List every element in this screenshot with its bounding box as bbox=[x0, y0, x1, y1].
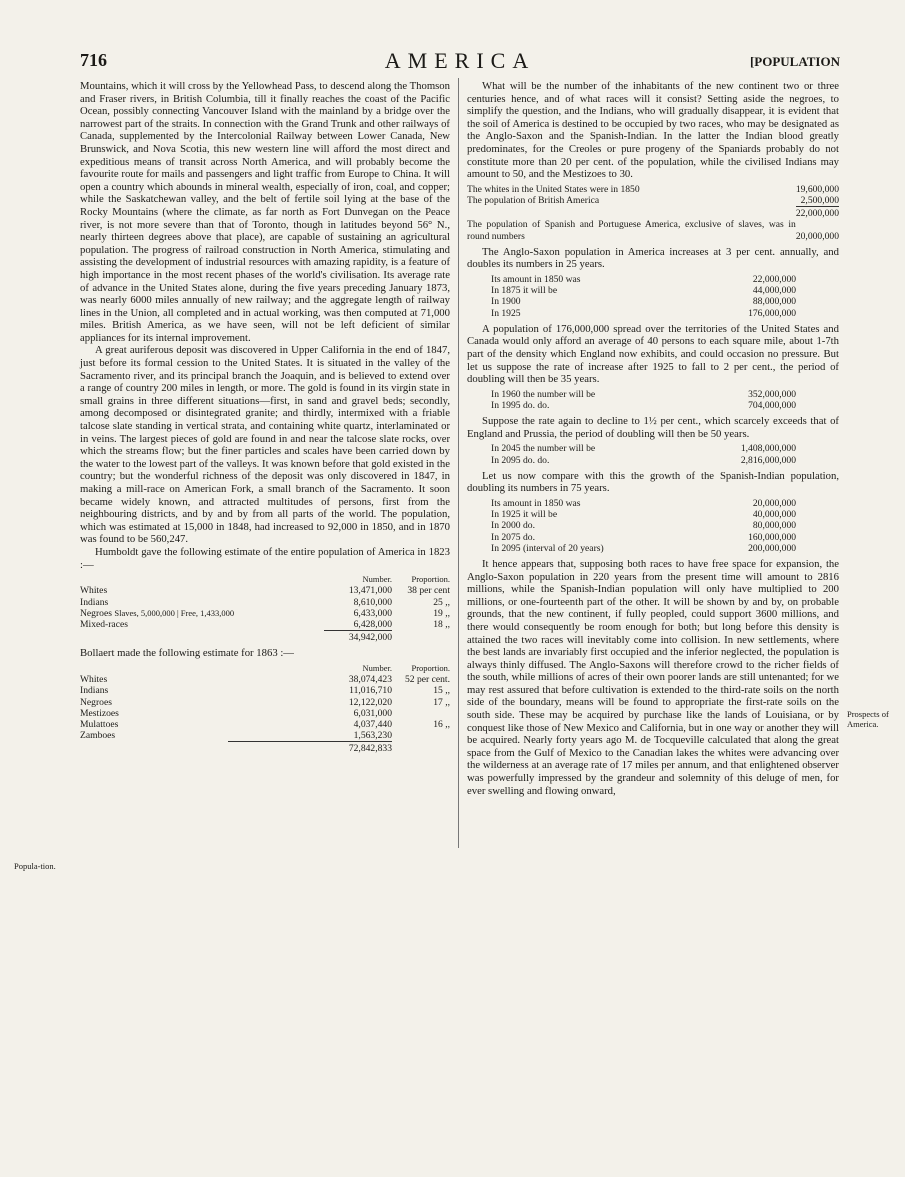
table-row bbox=[467, 195, 839, 207]
doubling-50-table bbox=[491, 443, 796, 465]
paragraph: What will be the number of the inhabitants of the new continent two or three centuries hence, and of what races will it consist? Setting aside the negroes, to simplify the question, and the Indians, who will gradually disappear, it is evident that the soil of America is destined to be occupied by two races, who may be designated as the Anglo-Saxon and the Spanish-Indian. In the latter the Indian blood greatly predominates, for the Creoles or pure progeny of the Spaniards probably do not constitute more than 20 per cent. of the population, while the civilised Indians may amount to 50, and the Mestizoes to 30. bbox=[467, 80, 839, 181]
row-label: In 1995 do. do. bbox=[491, 399, 550, 411]
table-row bbox=[491, 285, 796, 296]
table-row bbox=[491, 308, 796, 319]
row-label: Negroes bbox=[80, 607, 112, 619]
row-label: Indians bbox=[80, 596, 109, 608]
row-label: In 1925 it will be bbox=[491, 509, 558, 521]
section-title: [POPULATION bbox=[749, 54, 840, 69]
margin-note-prospects: Prospects of America. bbox=[847, 709, 889, 729]
table-total: 72,842,833 bbox=[228, 742, 392, 755]
row-value: 704,000,000 bbox=[748, 399, 797, 411]
table-total: 22,000,000 bbox=[795, 208, 839, 220]
row-value: 44,000,000 bbox=[752, 285, 797, 297]
row-label: Its amount in 1850 was bbox=[491, 273, 581, 285]
row-number: 6,031,000 bbox=[353, 707, 392, 719]
row-label: In 2045 the number will be bbox=[491, 443, 596, 455]
table-row bbox=[467, 184, 839, 195]
table-row bbox=[491, 532, 796, 543]
row-label: The population of Spanish and Portuguese America, exclusive of slaves, was in round numbers bbox=[467, 219, 796, 242]
row-proportion: 19 ,, bbox=[433, 607, 450, 619]
row-label: In 1960 the number will be bbox=[491, 388, 596, 400]
table-row bbox=[80, 697, 450, 708]
row-label: Its amount in 1850 was bbox=[491, 497, 581, 509]
table-total: 34,942,000 bbox=[324, 631, 392, 644]
whites-table bbox=[467, 184, 839, 242]
page-header bbox=[80, 50, 840, 76]
row-number: 12,122,020 bbox=[348, 696, 392, 708]
table-row bbox=[491, 498, 796, 509]
page-number: 716 bbox=[80, 50, 107, 70]
row-value: 200,000,000 bbox=[748, 542, 797, 554]
row-label: In 1900 bbox=[491, 296, 521, 308]
row-value: 352,000,000 bbox=[748, 388, 797, 400]
paragraph: It hence appears that, supposing both races to have free space for expansion, the Anglo-Saxon population in 220 years from the present time will amount to 2816 millions, while the Spanish-Indian population will only have multiplied to 200 millions, or one-fourteenth part of the other. It will be shown by and by, on probable grounds, that the new continent, if fully peopled, could support 3600 millions, and there would consequently be room enough for both; but long before this density is attained the two races will inevitably come into collision. In new settlements, where the best lands are invariably first occupied and the inferior neglected, the population is always thinly diffused. The Anglo-Saxons will therefore crowd to the richer fields of the south, while millions of acres of their own poorer lands are still untenanted; for we may rest assured that before cultivation is extended to the third-rate soils on the north side of the boundary, means will be found to appropriate the first-rate soils on the south side. These may be acquired by purchase like the lands of Louisiana, or by conquest like those of New Mexico and California, but in one way or another they will be acquired. Nearly forty years ago M. de Tocqueville calculated that along the great space from the Gulf of Mexico to the Canadian lakes the whites were advancing over the wilderness at an average rate of 17 miles per annum, and that enlightened observer was powerfully impressed by the grandeur and solemnity of this deluge of men, for ever swelling and flowing onward, bbox=[467, 557, 839, 797]
table-row bbox=[80, 708, 450, 719]
column-header: Number. bbox=[362, 662, 392, 673]
table-row bbox=[80, 730, 450, 742]
table-row bbox=[80, 585, 450, 596]
row-proportion: 25 ,, bbox=[433, 596, 450, 608]
table-row bbox=[491, 509, 796, 520]
humboldt-table bbox=[80, 574, 450, 643]
column-header: Proportion. bbox=[411, 662, 450, 673]
row-value: 2,816,000,000 bbox=[740, 454, 797, 466]
row-value: 176,000,000 bbox=[748, 307, 797, 319]
table-row bbox=[491, 296, 796, 307]
row-label: In 2095 (interval of 20 years) bbox=[491, 542, 604, 554]
table-row bbox=[80, 619, 450, 631]
row-label: Zamboes bbox=[80, 730, 116, 742]
paragraph: A population of 176,000,000 spread over the territories of the United States and Canada would only afford an average of 40 persons to each square mile, about 1-7th part of the density which England now exhibits, and could occasion no pressure. But let us suppose the rate of increase after 1925 to fall to 2 per cent., the period of doubling will then be 35 years. bbox=[467, 322, 839, 386]
column-header: Proportion. bbox=[411, 574, 450, 585]
row-number: 8,610,000 bbox=[353, 596, 392, 608]
row-number: 13,471,000 bbox=[348, 585, 392, 597]
paragraph: The Anglo-Saxon population in America increases at 3 per cent. annually, and doubles its numbers in 25 years. bbox=[467, 245, 839, 271]
row-number: 6,433,000 bbox=[353, 607, 392, 619]
row-value: 19,600,000 bbox=[795, 183, 839, 195]
table-row bbox=[491, 543, 796, 554]
row-number: 1,563,230 bbox=[353, 730, 392, 742]
table-row bbox=[491, 274, 796, 285]
row-value: 22,000,000 bbox=[752, 273, 797, 285]
anglo-saxon-table bbox=[491, 274, 796, 319]
row-label: In 1875 it will be bbox=[491, 285, 558, 297]
row-label: Whites bbox=[80, 585, 108, 597]
running-title: AMERICA bbox=[384, 48, 536, 73]
paragraph: Mountains, which it will cross by the Yellowhead Pass, to descend along the Thomson and Fraser rivers, in British Columbia, till it finally reaches the coast of the Pacific Ocean, possibly connecting Vancouver Island with the mainland by a bridge over the narrowest part of the straits. In connection with the Grand Trunk and other railways of Canada, supplemented by the Intercolonial Railway between Lower Canada, New Brunswick, and Nova Scotia, this new western line will afford the most direct and expeditious means of transit across North America, and will probably become the favourite route for mails and passengers and light traffic from Europe to China. It will open a country which abounds in mineral wealth, especially of iron, coal, and copper; while the Saskatchewan valley, and the belt of fertile soil lying at the base of the Rocky Mountains (where the climate, as far north as Fort Dunvegan on the Peace river, is not more severe than that of Toronto, though in latitudes beyond 56° N., nearly thirteen degrees above that place), are capable of sustaining an agricultural population. The progress of railroad construction in North America, stimulating and assisting the development of industrial resources with amazing rapidity, is a feature of high importance in the most recent phases of the world's civilisation. Its average rate of advance in the United States alone, during the five years preceding January 1873, was nearly 6000 miles annually of new railway; and the aggregate length of railway lines in the Union, all completed and in actual working, was then computed at 71,000 miles. British America, as we have seen, will not be left deficient of similar appliances for its internal improvement. bbox=[80, 80, 450, 344]
row-proportion: 15 ,, bbox=[433, 685, 450, 697]
row-number: 4,037,440 bbox=[353, 718, 392, 730]
spanish-indian-table bbox=[491, 498, 796, 554]
row-label: In 2095 do. do. bbox=[491, 454, 550, 466]
table-row bbox=[80, 674, 450, 685]
paragraph: Humboldt gave the following estimate of the entire population of America in 1823 :— bbox=[80, 545, 450, 571]
row-label: Mixed-races bbox=[80, 618, 128, 630]
row-proportion bbox=[392, 730, 450, 742]
row-number: 38,074,423 bbox=[348, 674, 392, 686]
doubling-35-table bbox=[491, 389, 796, 411]
row-label: The population of British America bbox=[467, 194, 600, 206]
bollaert-table bbox=[80, 663, 450, 755]
column-divider bbox=[458, 78, 459, 848]
row-label: In 2075 do. bbox=[491, 531, 535, 543]
table-row bbox=[491, 400, 796, 411]
table-row bbox=[80, 719, 450, 730]
row-proportion bbox=[392, 708, 450, 719]
table-row bbox=[467, 219, 839, 241]
table-row bbox=[80, 608, 450, 619]
paragraph: Let us now compare with this the growth of the Spanish-Indian population, doubling its numbers in 75 years. bbox=[467, 469, 839, 495]
row-number: 6,428,000 bbox=[353, 618, 392, 630]
row-proportion: 17 ,, bbox=[433, 696, 450, 708]
row-label: In 1925 bbox=[491, 307, 521, 319]
row-proportion: 18 ,, bbox=[433, 618, 450, 630]
row-value: 20,000,000 bbox=[752, 497, 797, 509]
row-value: 40,000,000 bbox=[752, 509, 797, 521]
row-proportion: 16 ,, bbox=[433, 718, 450, 730]
row-value: 20,000,000 bbox=[795, 230, 839, 242]
paragraph: Suppose the rate again to decline to 1½ per cent., which scarcely exceeds that of England and Prussia, the period of doubling will then be 50 years. bbox=[467, 415, 839, 440]
margin-note-population: Popula-tion. bbox=[14, 861, 56, 871]
table-row bbox=[491, 443, 796, 454]
table-row bbox=[491, 389, 796, 400]
column-header: Number. bbox=[362, 574, 392, 585]
right-column bbox=[467, 80, 839, 797]
row-proportion: 38 per cent bbox=[407, 585, 450, 597]
paragraph: Bollaert made the following estimate for 1863 :— bbox=[80, 647, 294, 660]
left-column bbox=[80, 80, 450, 759]
row-value: 88,000,000 bbox=[752, 296, 797, 308]
table-row bbox=[491, 455, 796, 466]
row-proportion: 52 per cent. bbox=[404, 674, 450, 686]
row-number: 11,016,710 bbox=[349, 685, 392, 697]
row-value: 80,000,000 bbox=[752, 520, 797, 532]
row-label: Mestizoes bbox=[80, 707, 119, 719]
row-label: The whites in the United States were in 1850 bbox=[467, 183, 640, 195]
row-sublabel: Slaves, 5,000,000 | Free, 1,433,000 bbox=[114, 607, 235, 618]
row-value: 1,408,000,000 bbox=[740, 443, 797, 455]
row-value: 160,000,000 bbox=[748, 531, 797, 543]
row-label: Negroes bbox=[80, 696, 112, 708]
table-row bbox=[80, 597, 450, 608]
row-value: 2,500,000 bbox=[800, 194, 839, 206]
table-row bbox=[80, 685, 450, 696]
row-label: Mulattoes bbox=[80, 718, 119, 730]
paragraph: A great auriferous deposit was discovered in Upper California in the end of 1847, just before its formal cession to the United States. It is situated in the valley of the Sacramento river, and its principal branch the Joaquin, and is believed to extend over a range of country 200 miles in length, or more. The gold is found in its virgin state in small grains in three different situations—first, in sand and gravel beds; secondly, among decomposed or disintegrated granite; and thirdly, intermixed with a friable talcose slate standing in vertical strata, and containing white quartz, interlaminated or in veins. The largest pieces of gold are found in and near the talcose slate rocks, over which the streams flow; but the finer particles and scales have been carried down by the water to the lowest part of the valleys. It was known before that gold existed in the country; but the wonderful richness of the deposit was only discovered in 1847, in making a mill-race on American Fork, a small branch of the Sacramento. It soon became widely known, and attracted multitudes of persons, first from the neighbouring districts, and by and by from all parts of the world. The population, which was estimated at 15,000 in 1848, had increased to 92,000 in 1850, and in 1870 was found to be 560,247. bbox=[80, 344, 450, 546]
row-label: In 2000 do. bbox=[491, 520, 535, 532]
row-label: Indians bbox=[80, 685, 109, 697]
table-row bbox=[491, 520, 796, 531]
row-label: Whites bbox=[80, 674, 108, 686]
